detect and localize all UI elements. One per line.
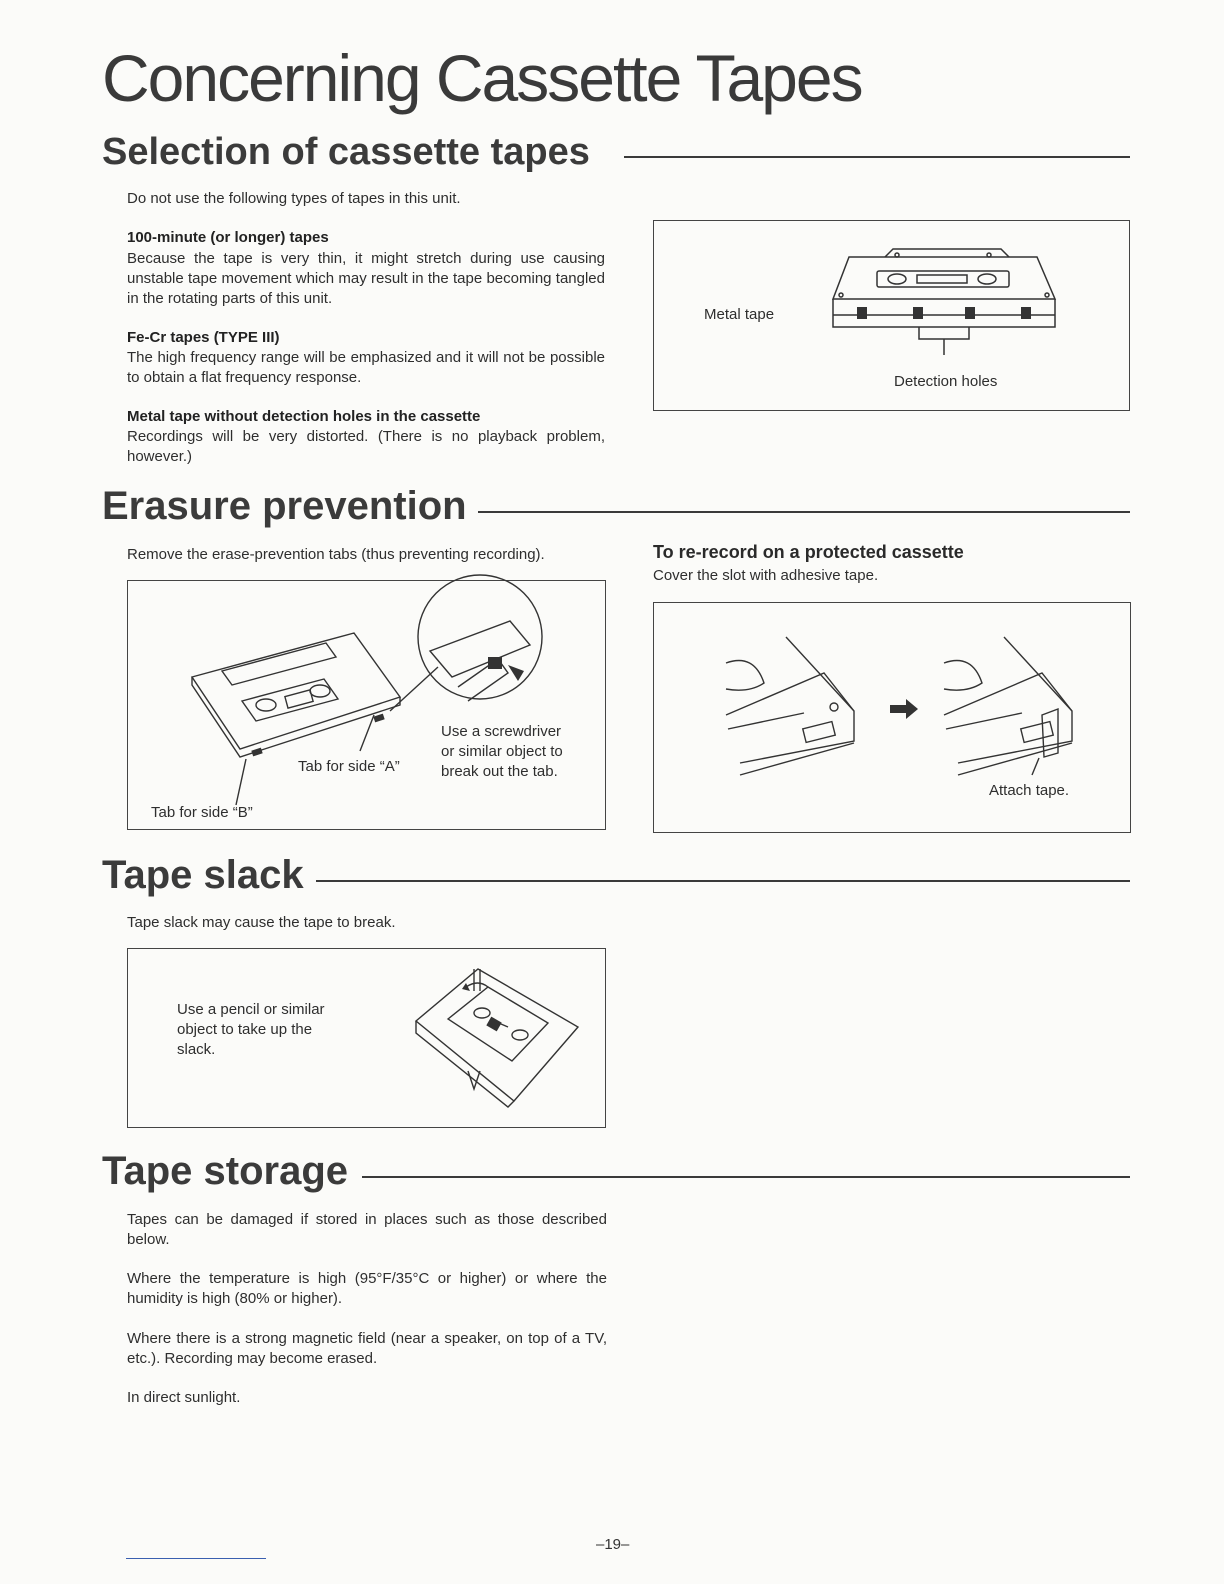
erasure-intro: Remove the erase-prevention tabs (thus preventing recording). [127, 546, 545, 563]
screwdriver-note-line1: Use a screwdriver [441, 723, 562, 740]
storage-paragraph: Where the temperature is high (95°F/35°C or higher) or where the humidity is high (80% or higher). [127, 1270, 607, 1307]
cassette-detection-holes-illustration [829, 247, 1059, 367]
metal-tape-label: Metal tape [704, 306, 775, 323]
storage-paragraph: Where there is a strong magnetic field (near a speaker, on top of a TV, etc.). Recording may become erased. [127, 1330, 607, 1367]
section-rule [478, 511, 1130, 513]
footer-line [126, 1558, 266, 1559]
slack-note-line3: slack. [177, 1041, 216, 1058]
section-heading-erasure: Erasure prevention [102, 484, 467, 528]
storage-paragraph: In direct sunlight. [127, 1389, 241, 1406]
item-body-metal: Recordings will be very distorted. (There is no playback problem, however.) [127, 428, 605, 465]
erase-tab-figure [127, 580, 606, 830]
section-heading-slack: Tape slack [102, 853, 304, 897]
metal-tape-figure [653, 220, 1130, 411]
pencil-cassette-illustration [408, 961, 588, 1111]
slack-figure [127, 948, 606, 1128]
tab-b-label: Tab for side “B” [151, 804, 253, 821]
tab-a-label: Tab for side “A” [298, 758, 400, 775]
slack-note-line2: object to take up the [177, 1021, 313, 1038]
screwdriver-note-line3: break out the tab. [441, 763, 558, 780]
detection-holes-label: Detection holes [894, 373, 998, 390]
item-title-100min: 100-minute (or longer) tapes [127, 229, 329, 246]
cassette-tabs-illustration [128, 581, 607, 831]
section-rule [362, 1176, 1130, 1178]
screwdriver-note-line2: or similar object to [441, 743, 563, 760]
attach-tape-label: Attach tape. [989, 782, 1070, 799]
item-body-100min: Because the tape is very thin, it might stretch during use causing unstable tape movement which may result in the tape becoming tangled in the rotating parts of this unit. [127, 250, 605, 307]
page-number: –19– [596, 1536, 630, 1553]
storage-paragraph: Tapes can be damaged if stored in places such as those described below. [127, 1211, 607, 1248]
rerecord-figure [653, 602, 1131, 833]
item-title-fecr: Fe-Cr tapes (TYPE III) [127, 329, 280, 346]
page-title: Concerning Cassette Tapes [102, 41, 862, 115]
slack-intro: Tape slack may cause the tape to break. [127, 914, 396, 931]
section-heading-storage: Tape storage [102, 1149, 348, 1193]
item-body-fecr: The high frequency range will be emphasized and it will not be possible to obtain a flat frequency response. [127, 349, 605, 386]
section-rule [624, 156, 1130, 158]
section-rule [316, 880, 1130, 882]
rerecord-body: Cover the slot with adhesive tape. [653, 567, 879, 584]
section-heading-selection: Selection of cassette tapes [102, 131, 590, 173]
slack-note-line1: Use a pencil or similar [177, 1001, 325, 1018]
selection-intro: Do not use the following types of tapes in this unit. [127, 190, 461, 207]
rerecord-title: To re-record on a protected cassette [653, 542, 964, 562]
item-title-metal: Metal tape without detection holes in the cassette [127, 408, 481, 425]
